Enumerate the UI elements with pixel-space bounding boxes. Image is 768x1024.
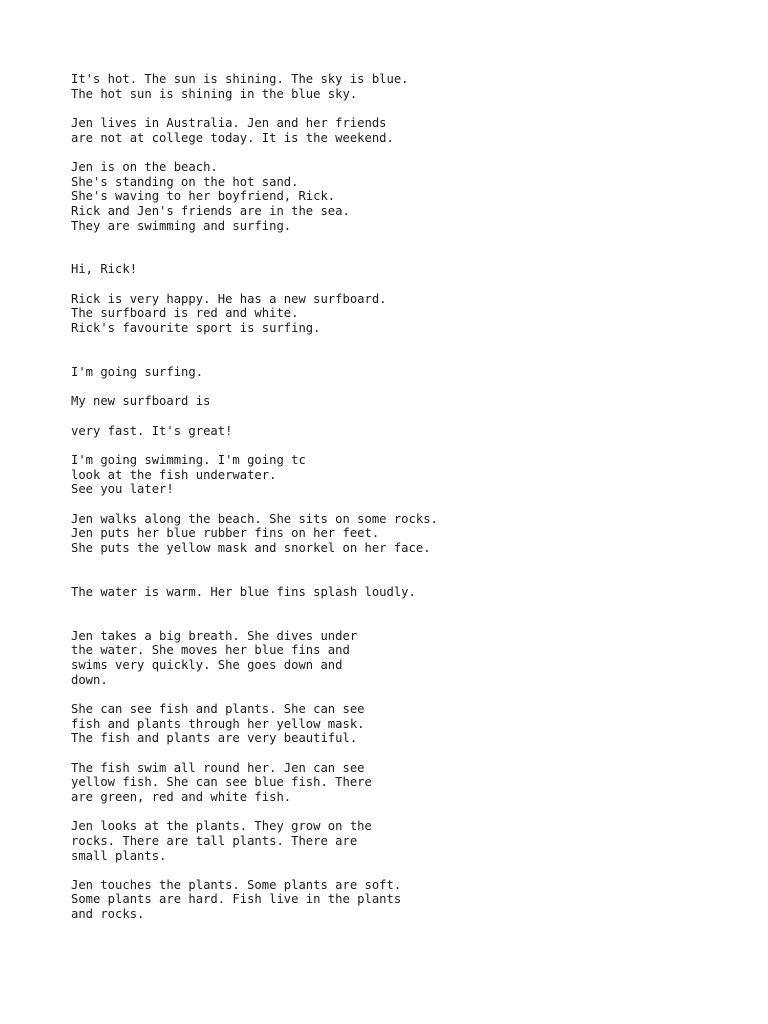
paragraph-14: The fish swim all round her. Jen can see yellow fish. She can see blue fish. There are green, red and white fish. (71, 760, 372, 804)
paragraph-5: Rick is very happy. He has a new surfboard. The surfboard is red and white. Rick's favourite sport is surfing. (71, 291, 387, 336)
paragraph-10: Jen walks along the beach. She sits on some rocks. Jen puts her blue rubber fins on her feet. She puts the yellow mask and snorkel on her face. (71, 511, 438, 555)
paragraph-2: Jen lives in Australia. Jen and her friends are not at college today. It is the weekend. (71, 115, 394, 145)
blank-line (71, 614, 731, 629)
paragraph-13: She can see fish and plants. She can see fish and plants through her yellow mask. The fish and plants are very beautiful. (71, 701, 365, 746)
paragraph-9: I'm going swimming. I'm going tc look at the fish underwater. See you later! (71, 452, 306, 497)
paragraph-7: My new surfboard is (71, 394, 211, 409)
paragraph-6: I'm going surfing. (71, 365, 204, 380)
paragraph-16: Jen touches the plants. Some plants are soft. Some plants are hard. Fish live in the plants and rocks. (71, 877, 402, 922)
paragraph-11: The water is warm. Her blue fins splash loudly. (71, 584, 416, 599)
blank-line (71, 350, 731, 365)
paragraph-8: very fast. It's great! (71, 423, 233, 438)
paragraph-1: It's hot. The sun is shining. The sky is blue. The hot sun is shining in the blue sky. (71, 72, 409, 101)
blank-line (71, 570, 731, 585)
paragraph-3: Jen is on the beach. She's standing on the hot sand. She's waving to her boyfriend, Rick. Rick and Jen's friends are in the sea. They are swimming and surfing. (71, 159, 350, 233)
paragraph-4: Hi, Rick! (71, 262, 138, 277)
document-page (71, 72, 731, 936)
blank-line (71, 248, 731, 263)
paragraph-12: Jen takes a big breath. She dives under the water. She moves her blue fins and swims very quickly. She goes down and down. (71, 628, 358, 687)
paragraph-15: Jen looks at the plants. They grow on the rocks. There are tall plants. There are small plants. (71, 819, 372, 863)
